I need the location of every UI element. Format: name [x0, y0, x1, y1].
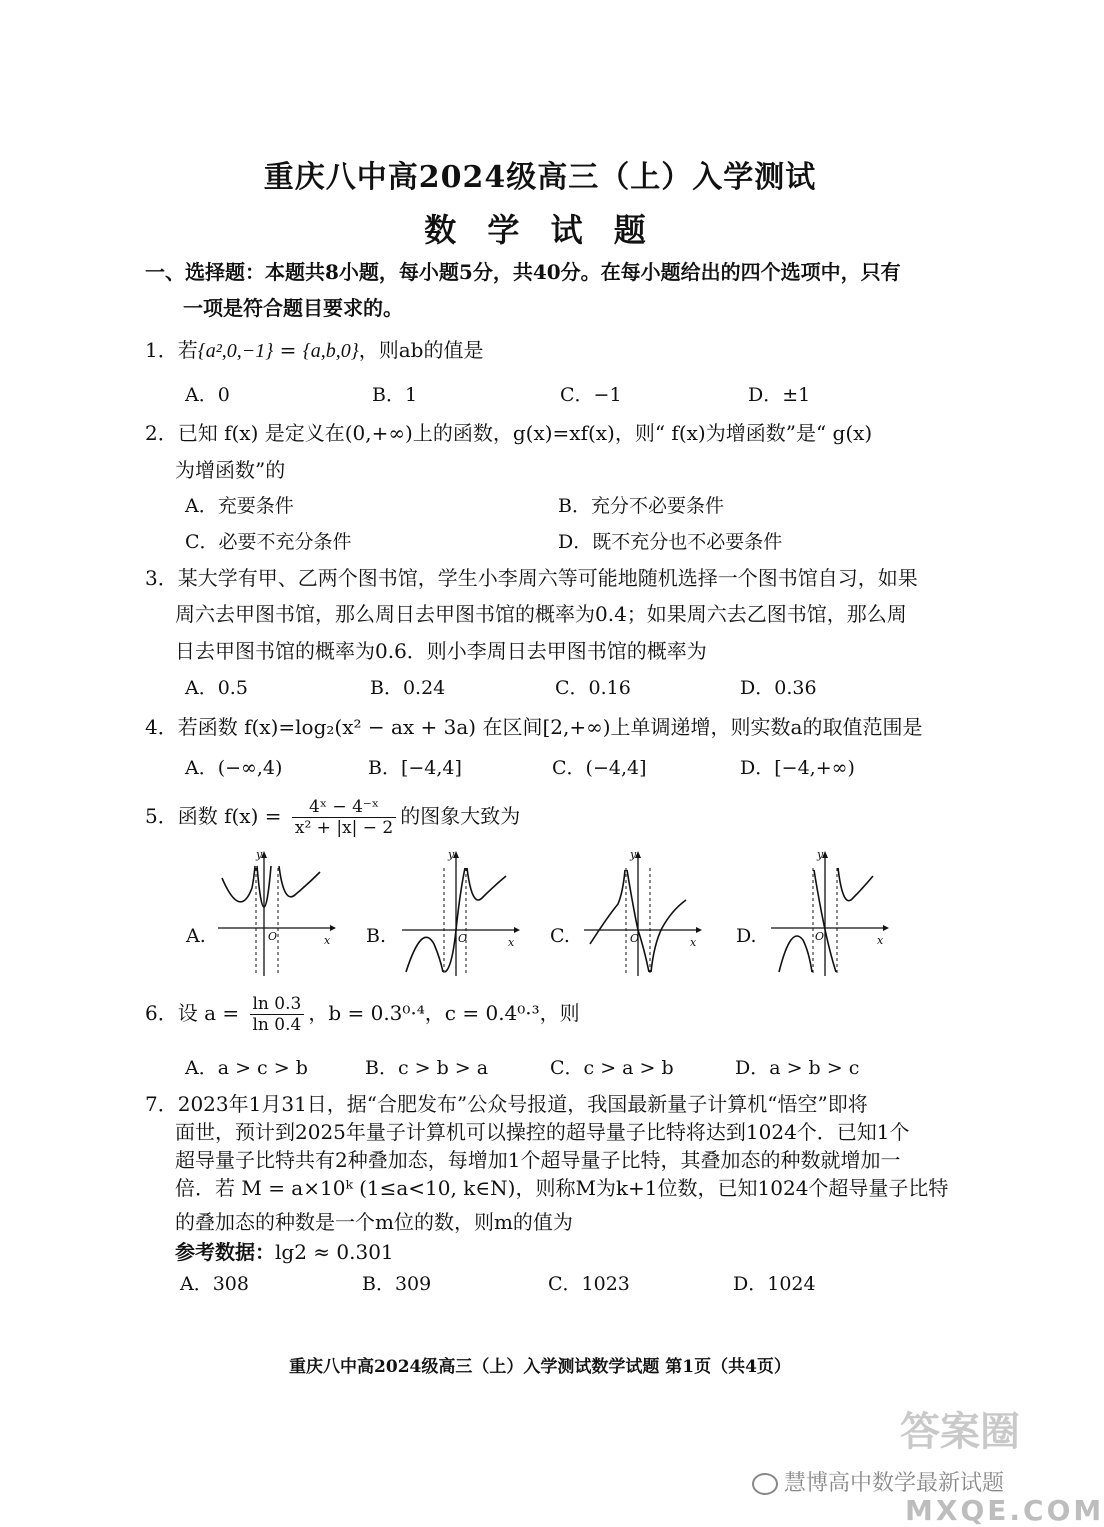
graph-a-y-label: y	[256, 848, 263, 861]
q5-graph-a	[212, 848, 337, 980]
q4-option-b: B．[−4,4]	[368, 757, 462, 779]
subject-title: 数 学 试 题	[424, 211, 656, 249]
q1-option-b: B．1	[372, 384, 418, 406]
graph-c-origin-label: O	[630, 932, 640, 945]
q1-option-d: D．±1	[748, 384, 811, 406]
question-7-line3: 超导量子比特共有2种叠加态，每增加1个超导量子比特，其叠加态的种数就增加一	[175, 1148, 901, 1172]
graph-d-y-label: y	[817, 848, 824, 861]
question-4-line1: 4．若函数 f(x)=log₂(x² − ax + 3a) 在区间[2,+∞)上单调递增，则实数a的取值范围是	[145, 715, 923, 739]
q6-option-a: A．a > c > b	[185, 1057, 308, 1079]
graph-d-origin-label: O	[815, 930, 825, 943]
q5-graph-d	[765, 848, 890, 980]
q7-option-b: B．309	[362, 1273, 432, 1295]
question-5-stem: 5．函数 f(x) = $\frac{\text{4ˣ − 4⁻ˣ}}{\text{x² + |x| − 2}}$ 的图象大致为	[145, 797, 521, 838]
q3-option-d: D．0.36	[740, 677, 817, 699]
exam-title: 重庆八中高2024级高三（上）入学测试	[263, 160, 817, 195]
question-3-line2: 周六去甲图书馆，那么周日去甲图书馆的概率为0.4；如果周六去乙图书馆，那么周	[175, 602, 907, 626]
q6-option-c: C．c > a > b	[550, 1057, 674, 1079]
graph-b-x-label: x	[508, 936, 515, 949]
question-7-reference: 参考数据：lg2 ≈ 0.301	[175, 1240, 394, 1264]
q6-fraction: $\frac{\ln 0.3}{\ln 0.4}$	[250, 994, 305, 1035]
question-7-line2: 面世，预计到2025年量子计算机可以操控的超导量子比特将达到1024个．已知1个	[175, 1120, 910, 1144]
wechat-icon	[752, 1473, 778, 1495]
graph-c-y-label: y	[630, 848, 637, 861]
graph-b-origin-label: O	[458, 932, 468, 945]
page-footer: 重庆八中高2024级高三（上）入学测试数学试题 第1页（共4页）	[289, 1357, 791, 1377]
q4-option-a: A．(−∞,4)	[185, 757, 283, 779]
q7-option-d: D．1024	[733, 1273, 816, 1295]
graph-c-x-label: x	[690, 936, 697, 949]
q1-option-c: C．−1	[560, 384, 622, 406]
q5-graph-c	[578, 848, 703, 980]
q5-option-c-label: C.	[550, 925, 570, 947]
q6-option-b: B．c > b > a	[365, 1057, 489, 1079]
section-heading-line1: 一、选择题：本题共8小题，每小题5分，共40分。在每小题给出的四个选项中，只有	[145, 260, 901, 284]
q2-option-c: C．必要不充分条件	[185, 531, 352, 553]
q5-option-b-label: B.	[366, 925, 387, 947]
q5-option-d-label: D.	[736, 925, 757, 947]
question-7-line1: 7．2023年1月31日，据“合肥发布”公众号报道，我国最新量子计算机“悟空”即将	[145, 1092, 868, 1116]
q2-option-d: D．既不充分也不必要条件	[558, 531, 783, 553]
q1-option-a: A．0	[185, 384, 230, 406]
q6-option-d: D．a > b > c	[735, 1057, 860, 1079]
graph-d-x-label: x	[877, 934, 884, 947]
watermark-logo: 答案圈	[900, 1409, 1020, 1455]
q7-option-c: C．1023	[548, 1273, 630, 1295]
watermark-account: 慧博高中数学最新试题	[752, 1466, 1004, 1497]
question-7-line5: 的叠加态的种数是一个m位的数，则m的值为	[175, 1210, 573, 1234]
question-2-line2: 为增函数”的	[175, 458, 286, 482]
q7-option-a: A．308	[180, 1273, 249, 1295]
q4-option-c: C．(−4,4]	[552, 757, 647, 779]
q5-fraction: $\frac{\text{4ˣ − 4⁻ˣ}}{\text{x² + |x| − 2}}$	[292, 797, 396, 838]
question-7-line4: 倍．若 M = a×10ᵏ (1≤a<10, k∈N)，则称M为k+1位数，已知1024个超导量子比特	[175, 1176, 949, 1200]
question-6-stem: 6．设 a = $\frac{\ln 0.3}{\ln 0.4}$ ，b = 0.3⁰·⁴，c = 0.4⁰·³，则	[145, 994, 580, 1035]
q3-option-c: C．0.16	[555, 677, 631, 699]
section-heading-line2: 一项是符合题目要求的。	[183, 296, 403, 320]
graph-b-y-label: y	[448, 848, 455, 861]
q3-option-a: A．0.5	[185, 677, 248, 699]
question-1-stem: 1．若{a²,0,−1} = {a,b,0}，则ab的值是	[145, 338, 484, 362]
graph-a-x-label: x	[324, 934, 331, 947]
q2-option-b: B．充分不必要条件	[558, 495, 724, 517]
watermark-site: MXQE.COM	[905, 1494, 1104, 1527]
graph-a-origin-label: O	[268, 930, 278, 943]
q2-option-a: A．充要条件	[185, 495, 294, 517]
question-3-line1: 3．某大学有甲、乙两个图书馆，学生小李周六等可能地随机选择一个图书馆自习，如果	[145, 566, 918, 590]
question-3-line3: 日去甲图书馆的概率为0.6．则小李周日去甲图书馆的概率为	[175, 639, 707, 663]
q5-graph-b	[396, 848, 521, 980]
q5-option-a-label: A.	[186, 925, 206, 947]
question-2-line1: 2．已知 f(x) 是定义在(0,+∞)上的函数，g(x)=xf(x)，则“ f(x)为增函数”是“ g(x)	[145, 421, 873, 445]
q4-option-d: D．[−4,+∞)	[740, 757, 855, 779]
q3-option-b: B．0.24	[370, 677, 446, 699]
